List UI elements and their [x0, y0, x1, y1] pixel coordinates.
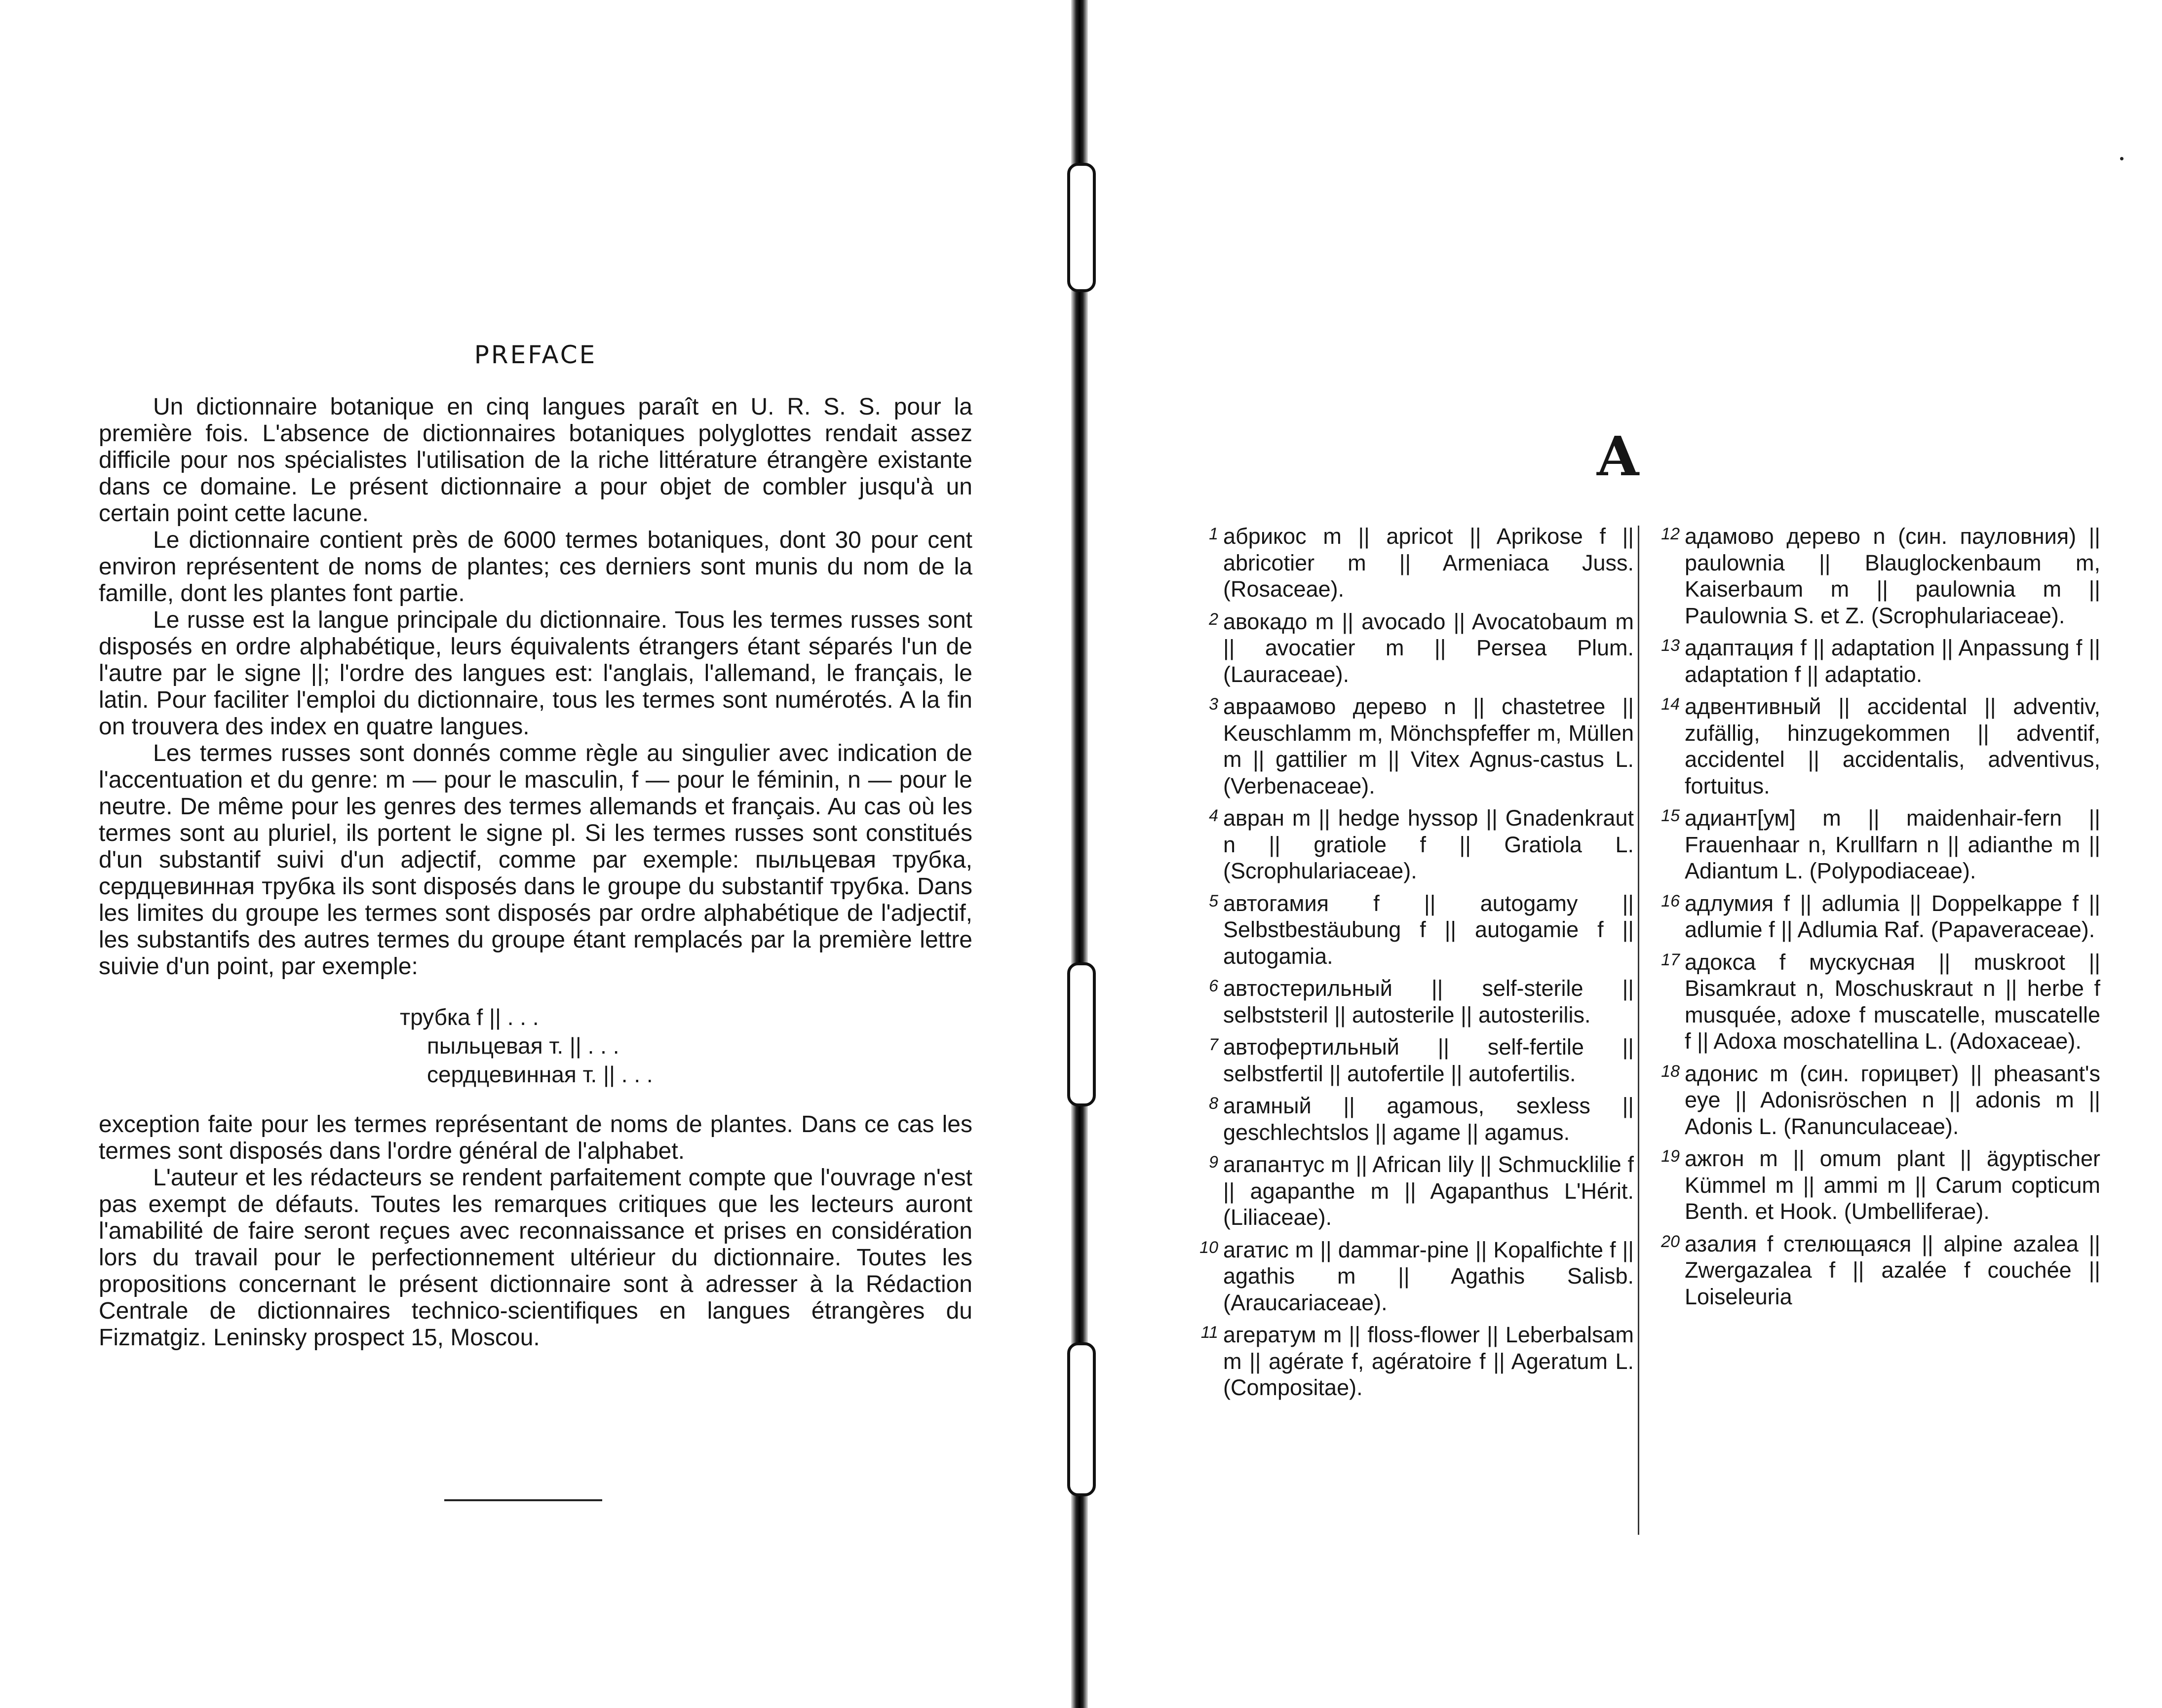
entry-text: адамово дерево n (син. пауловния) || paulownia || Blauglockenbaum m, Kaiserbaum m || paulownia m || Paulownia S. et Z. (Scrophulariaceae). — [1685, 524, 2100, 628]
entry-number: 15 — [1661, 806, 1680, 825]
entry-text: авран m || hedge hyssop || Gnadenkraut n || gratiole f || Gratiola L. (Scrophulariaceae). — [1223, 805, 1634, 883]
entry-number: 6 — [1209, 977, 1218, 995]
entry-number: 12 — [1661, 525, 1680, 543]
dictionary-entry — [1195, 693, 1634, 799]
preface-paragraph-4: Les termes russes sont donnés comme règle au singulier avec indication de l'accentuation et du genre: m — pour le masculin, f — pour le féminin, n — pour le neutre. De même pour les genres des termes allemands et français. Au cas où les termes sont au pluriel, ils portent le signe pl. Si les termes russes sont constitués d'un substantif suivi d'un adjectif, comme par exemple: пыльцевая трубка, сердцевинная трубка ils sont disposés dans le groupe du substantif трубка. Dans les limites du groupe les termes sont disposés par ordre alphabétique de l'adjectif, les substantifs des autres termes du groupe étant remplacés par la première lettre suivie d'un point, par exemple: — [99, 740, 972, 980]
dictionary-entry — [1656, 949, 2100, 1055]
column-rule — [1638, 526, 1639, 1535]
entry-number: 11 — [1200, 1323, 1218, 1342]
entry-number: 17 — [1661, 950, 1680, 969]
dictionary-entry — [1195, 1151, 1634, 1231]
preface-paragraph-2: Le dictionnaire contient près de 6000 termes botaniques, dont 30 pour cent environ représentent de noms de plantes; ces derniers sont munis du nom de la famille, dont les plantes font partie. — [99, 527, 972, 607]
gutter-binding — [1067, 163, 1096, 292]
entry-text: авраамово дерево n || chastetree || Keuschlamm m, Mönchspfeffer m, Müllen m || gattilier m || Vitex Agnus-castus L. (Verbenaceae). — [1223, 694, 1634, 798]
entry-text: агератум m || floss-flower || Leberbalsam m || agérate f, agératoire f || Ageratum L. (Compositae). — [1223, 1322, 1634, 1400]
dictionary-entry — [1195, 608, 1634, 688]
preface-paragraph-1: Un dictionnaire botanique en cinq langues paraît en U. R. S. S. pour la première fois. L'absence de dictionnaires botaniques polyglottes rendait assez difficile pour nos spécialistes l'utilisation de la riche littérature étrangère existante dans ce domaine. Le présent dictionnaire a pour objet de combler jusqu'à un certain point cette lacune. — [99, 394, 972, 527]
entry-number: 1 — [1209, 525, 1218, 543]
page-speck — [2120, 157, 2123, 160]
entry-text: агамный || agamous, sexless || geschlechtslos || agame || agamus. — [1223, 1093, 1634, 1145]
dictionary-entry — [1195, 1322, 1634, 1401]
dictionary-entry — [1656, 635, 2100, 687]
dictionary-column-1 — [1195, 523, 1634, 1407]
closing-paragraph-2: L'auteur et les rédacteurs se rendent parfaitement compte que l'ouvrage n'est pas exempt de défauts. Toutes les remarques critiques que les lecteurs auront l'amabilité de faire seront reçues avec reconnaissance et prises en considération lors du travail pour le perfectionnement ultérieur du dictionnaire. Toutes les propositions concernant le présent dictionnaire sont à adresser à la Rédaction Centrale de dictionnaires technico-scientifiques en langues étrangères du Fizmatgiz. Leninsky prospect 15, Moscou. — [99, 1165, 972, 1351]
entry-number: 5 — [1209, 891, 1218, 911]
entry-number: 13 — [1661, 636, 1680, 655]
entry-text: адлумия f || adlumia || Doppelkappe f || adlumie f || Adlumia Raf. (Papaveraceae). — [1685, 890, 2100, 942]
dictionary-entry — [1656, 523, 2100, 629]
entry-number: 3 — [1209, 695, 1218, 714]
entry-text: адиант[ум] m || maidenhair-fern || Frauenhaar n, Krullfarn n || adianthe m || Adiantum L. (Polypodiaceae). — [1685, 805, 2100, 883]
dictionary-entry — [1656, 1145, 2100, 1225]
gutter-binding — [1067, 1342, 1096, 1496]
end-divider — [444, 1499, 602, 1501]
entry-number: 20 — [1661, 1232, 1680, 1251]
entry-number: 7 — [1209, 1035, 1218, 1054]
dictionary-entry — [1195, 523, 1634, 603]
entry-number: 8 — [1209, 1094, 1218, 1113]
example-block — [400, 1003, 972, 1089]
entry-text: адокса f мускусная || muskroot || Bisamkraut n, Moschuskraut n || herbe f musquée, adoxe f muscatelle, muscatelle f || Adoxa moschatellina L. (Adoxaceae). — [1685, 949, 2100, 1054]
dictionary-entry — [1195, 975, 1634, 1028]
entry-text: абрикос m || apricot || Aprikose f || abricotier m || Armeniaca Juss. (Rosaceae). — [1223, 524, 1634, 602]
dictionary-entry — [1195, 1237, 1634, 1316]
preface-title: PREFACE — [474, 341, 597, 369]
example-line: сердцевинная т. || . . . — [427, 1062, 653, 1087]
entry-number: 2 — [1209, 609, 1218, 629]
entry-number: 4 — [1209, 806, 1218, 825]
preface-paragraph-3: Le russe est la langue principale du dictionnaire. Tous les termes russes sont disposés en ordre alphabétique, leurs équivalents étrangers étant séparés l'un de l'autre par le signe ||; l'ordre des langues est: l'anglais, l'allemand, le français, le latin. Pour faciliter l'emploi du dictionnaire, tous les termes sont numérotés. A la fin on trouvera des index en quatre langues. — [99, 607, 972, 740]
entry-number: 19 — [1661, 1147, 1680, 1166]
entry-text: автостерильный || self-sterile || selbststeril || autosterile || autosterilis. — [1223, 976, 1634, 1027]
entry-number: 9 — [1209, 1153, 1218, 1172]
entry-number: 10 — [1199, 1238, 1218, 1257]
dictionary-entry — [1656, 693, 2100, 799]
entry-number: 18 — [1661, 1062, 1680, 1081]
entry-number: 14 — [1661, 695, 1680, 714]
left-page — [99, 341, 972, 1351]
entry-text: адаптация f || adaptation || Anpassung f || adaptation f || adaptatio. — [1685, 635, 2100, 687]
closing-paragraph-1: exception faite pour les termes représentant de noms de plantes. Dans ce cas les termes sont disposés dans l'ordre général de l'alphabet. — [99, 1111, 972, 1164]
dictionary-entry — [1656, 1231, 2100, 1310]
gutter-binding — [1067, 962, 1096, 1106]
entry-text: агапантус m || African lily || Schmucklilie f || agapanthe m || Agapanthus L'Hérit. (Liliaceae). — [1223, 1152, 1634, 1230]
dictionary-column-2 — [1656, 523, 2100, 1316]
entry-number: 16 — [1661, 891, 1680, 911]
dictionary-entry — [1656, 805, 2100, 884]
entry-text: ажгон m || omum plant || ägyptischer Kümmel m || ammi m || Carum copticum Benth. et Hook. (Umbelliferae). — [1685, 1146, 2100, 1224]
entry-text: автофертильный || self-fertile || selbstfertil || autofertile || autofertilis. — [1223, 1034, 1634, 1086]
dictionary-entry — [1195, 890, 1634, 970]
dictionary-entry — [1656, 1061, 2100, 1140]
section-letter: A — [1597, 424, 1639, 488]
dictionary-entry — [1195, 1034, 1634, 1087]
entry-text: адвентивный || accidental || adventiv, zufällig, hinzugekommen || adventif, accidentel || accidentalis, adventivus, fortuitus. — [1685, 694, 2100, 798]
entry-text: авокадо m || avocado || Avocatobaum m || avocatier m || Persea Plum. (Lauraceae). — [1223, 608, 1634, 687]
entry-text: адонис m (син. горицвет) || pheasant's eye || Adonisröschen n || adonis m || Adonis L. (Ranunculaceae). — [1685, 1061, 2100, 1139]
dictionary-entry — [1656, 890, 2100, 943]
entry-text: автогамия f || autogamy || Selbstbestäubung f || autogamie f || autogamia. — [1223, 890, 1634, 969]
entry-text: агатис m || dammar-pine || Kopalfichte f || agathis m || Agathis Salisb. (Araucariaceae). — [1223, 1237, 1634, 1315]
example-line: пыльцевая т. || . . . — [427, 1033, 619, 1059]
example-line: трубка f || . . . — [400, 1004, 539, 1030]
dictionary-entry — [1195, 805, 1634, 884]
dictionary-entry — [1195, 1093, 1634, 1145]
entry-text: азалия f стелющаяся || alpine azalea || Zwergazalea f || azalée f couchée || Loiseleuria — [1685, 1231, 2100, 1309]
